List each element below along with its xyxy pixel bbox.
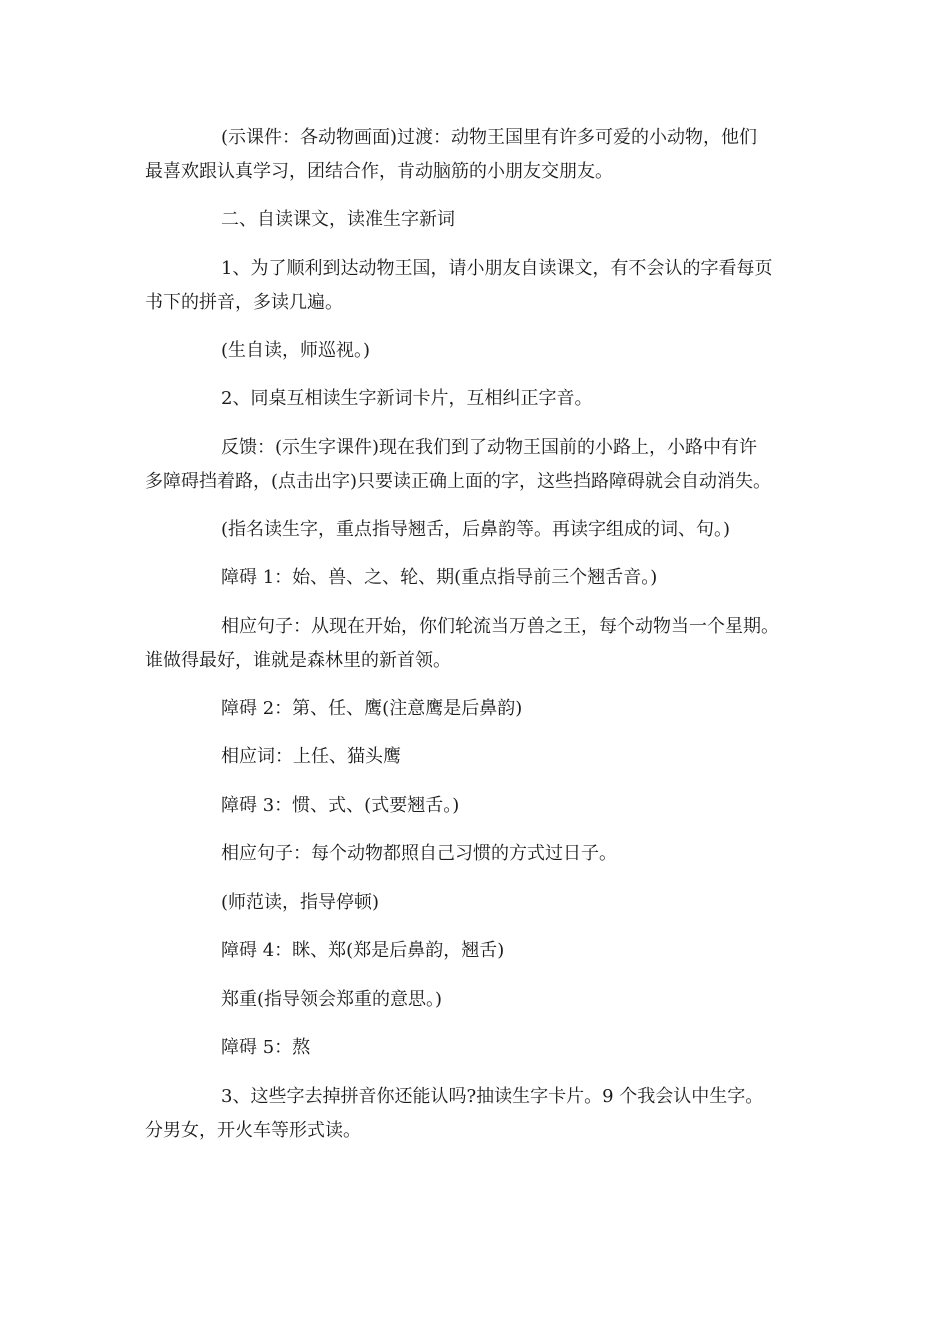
paragraph-line: (生自读，师巡视。)	[221, 340, 371, 361]
paragraph-line: 1、为了顺利到达动物王国，请小朋友自读课文，有不会认的字看每页	[221, 258, 773, 279]
paragraph-line: 相应句子：从现在开始，你们轮流当万兽之王，每个动物当一个星期。	[221, 616, 779, 637]
paragraph-note	[145, 334, 815, 368]
paragraph-line: 障碍 1：始、兽、之、轮、期(重点指导前三个翘舌音。)	[221, 567, 658, 588]
paragraph-line: (师范读，指导停顿)	[221, 892, 380, 913]
paragraph-line: 谁做得最好，谁就是森林里的新首领。	[145, 650, 451, 671]
paragraph-step-2	[145, 382, 815, 416]
paragraph-line: 2、同桌互相读生字新词卡片，互相纠正字音。	[221, 388, 593, 409]
paragraph-transition	[145, 121, 815, 189]
paragraph-line: 障碍 5：熬	[221, 1037, 311, 1058]
paragraph-line: (指名读生字，重点指导翘舌，后鼻韵等。再读字组成的词、句。)	[221, 519, 731, 540]
obstacle-3	[145, 789, 815, 823]
paragraph-line: 相应句子：每个动物都照自己习惯的方式过日子。	[221, 843, 617, 864]
paragraph-line: 郑重(指导领会郑重的意思。)	[221, 989, 443, 1010]
paragraph-line: 分男女，开火车等形式读。	[145, 1120, 361, 1141]
obstacle-2	[145, 692, 815, 726]
paragraph-step-1	[145, 252, 815, 320]
obstacle-4	[145, 934, 815, 968]
paragraph-line: 书下的拼音，多读几遍。	[145, 292, 343, 313]
paragraph-note	[145, 886, 815, 920]
paragraph-line: 障碍 3：惯、式、(式要翘舌。)	[221, 795, 460, 816]
paragraph-line: 二、自读课文，读准生字新词	[221, 209, 455, 230]
paragraph-line: 最喜欢跟认真学习，团结合作，肯动脑筋的小朋友交朋友。	[145, 161, 613, 182]
paragraph-step-3	[145, 1080, 815, 1148]
paragraph-line: 障碍 2：第、任、鹰(注意鹰是后鼻韵)	[221, 698, 523, 719]
paragraph-words	[145, 740, 815, 774]
paragraph-words	[145, 983, 815, 1017]
paragraph-line: (示课件：各动物画面)过渡：动物王国里有许多可爱的小动物，他们	[221, 127, 758, 148]
paragraph-feedback	[145, 431, 815, 499]
paragraph-line: 多障碍挡着路，(点击出字)只要读正确上面的字，这些挡路障碍就会自动消失。	[145, 471, 772, 492]
section-heading	[145, 203, 815, 237]
paragraph-line: 反馈：(示生字课件)现在我们到了动物王国前的小路上，小路中有许	[221, 437, 758, 458]
obstacle-1	[145, 561, 815, 595]
paragraph-line: 障碍 4：眯、郑(郑是后鼻韵，翘舌)	[221, 940, 505, 961]
paragraph-line: 相应词：上任、猫头鹰	[221, 746, 401, 767]
paragraph-note	[145, 513, 815, 547]
paragraph-sentence	[145, 610, 815, 678]
paragraph-sentence	[145, 837, 815, 871]
obstacle-5	[145, 1031, 815, 1065]
paragraph-line: 3、这些字去掉拼音你还能认吗?抽读生字卡片。9 个我会认中生字。	[221, 1086, 764, 1107]
